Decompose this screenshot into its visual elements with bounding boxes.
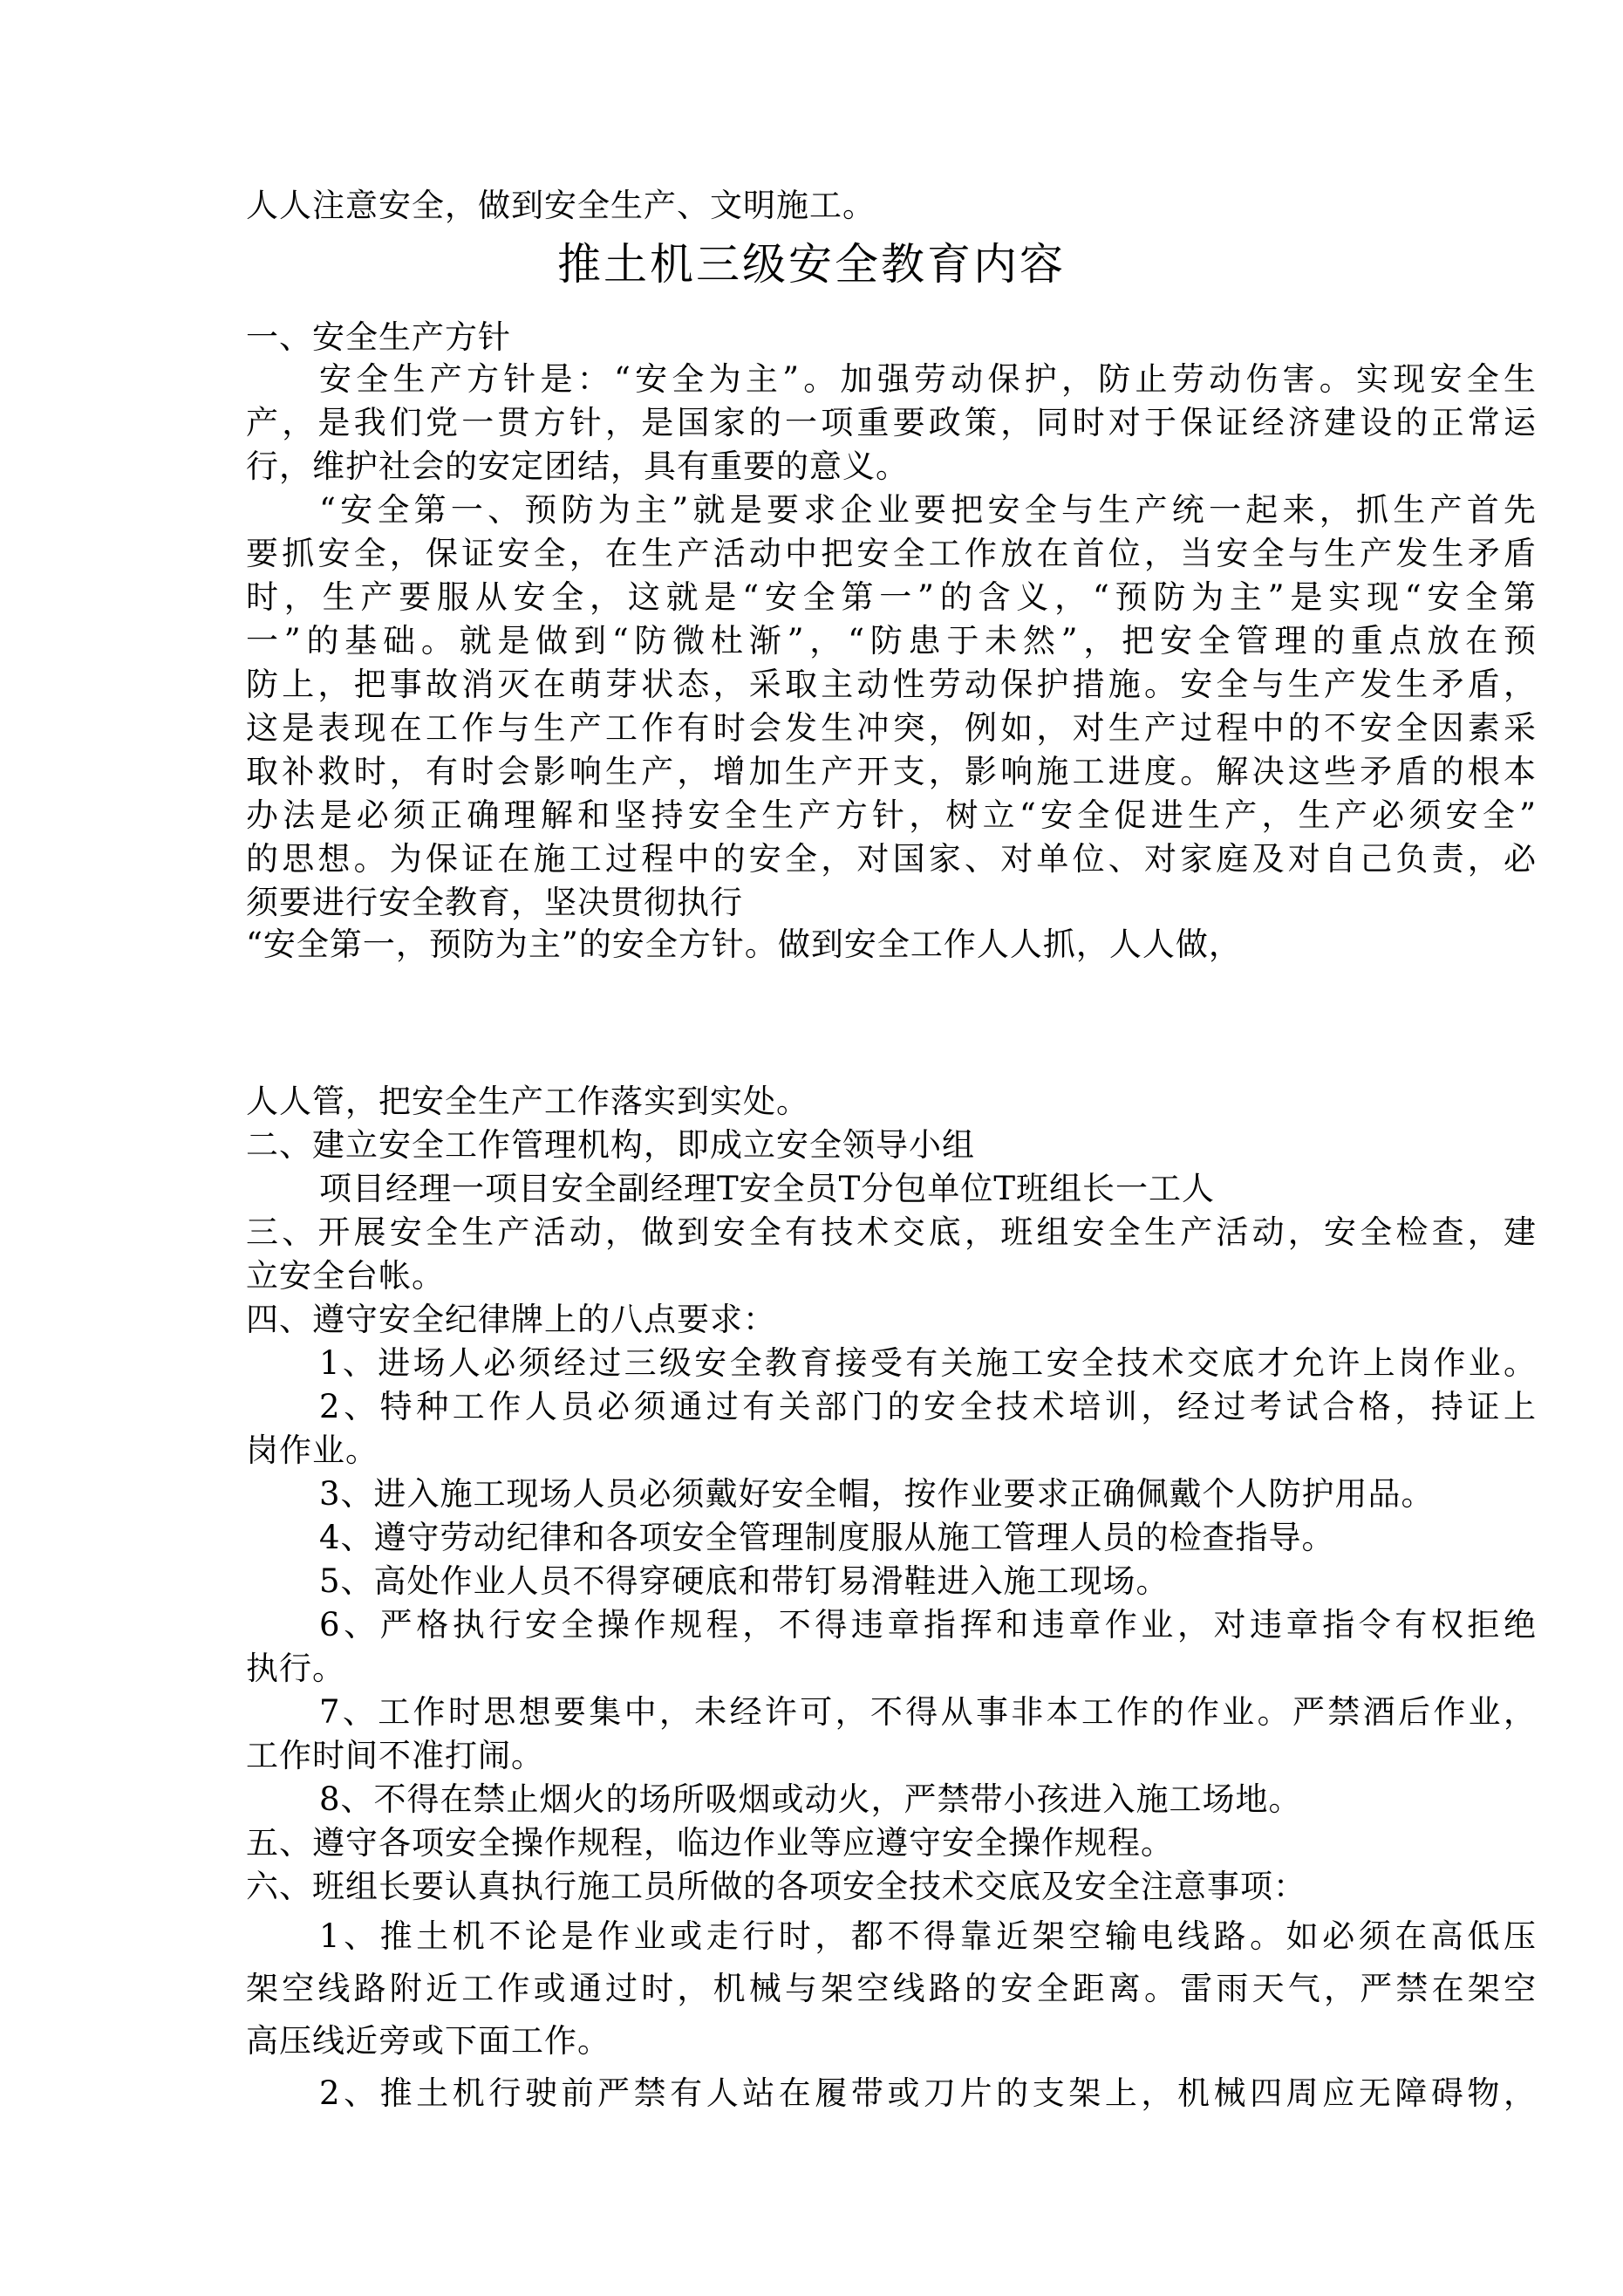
section-4-item-cont: 岗作业。 [246,1432,378,1469]
section-1-p1-line: 安全生产方针是：“安全为主”。加强劳动保护，防止劳动伤害。实现安全生 [319,360,1537,398]
section-3-line: 三、开展安全生产活动，做到安全有技术交底，班组安全生产活动，安全检查，建 [246,1213,1537,1251]
section-1-p2-line: 要抓安全，保证安全，在生产活动中把安全工作放在首位，当安全与生产发生矛盾 [246,535,1537,572]
section-4-item: 1、进场人必须经过三级安全教育接受有关施工安全技术交底才允许上岗作业。 [319,1344,1537,1382]
section-2-chain: 项目经理一项目安全副经理T安全员T分包单位T班组长一工人 [319,1170,1216,1207]
section-1-p2-line: “安全第一、预防为主”就是要求企业要把安全与生产统一起来，抓生产首先 [319,491,1537,529]
section-1-p2-line: “安全第一，预防为主”的安全方针。做到安全工作人人抓，人人做， [246,926,1242,963]
section-1-p2-continuation: 人人管，把安全生产工作落实到实处。 [246,1083,809,1120]
section-5-line: 五、遵守各项安全操作规程，临边作业等应遵守安全操作规程。 [246,1824,1174,1862]
section-4-heading: 四、遵守安全纪律牌上的八点要求： [246,1301,776,1338]
section-4-item: 3、进入施工现场人员必须戴好安全帽，按作业要求正确佩戴个人防护用品。 [319,1475,1435,1513]
section-1-heading: 一、安全生产方针 [246,318,511,356]
section-6-heading: 六、班组长要认真执行施工员所做的各项安全技术交底及安全注意事项： [246,1868,1306,1905]
section-4-item: 8、不得在禁止烟火的场所吸烟或动火，严禁带小孩进入施工场地。 [319,1780,1302,1818]
section-1-p2-line: 办法是必须正确理解和坚持安全生产方针，树立“安全促进生产，生产必须安全” [246,796,1537,834]
section-4-item: 4、遵守劳动纪律和各项安全管理制度服从施工管理人员的检查指导。 [319,1519,1335,1556]
section-6-item-cont: 高压线近旁或下面工作。 [246,2022,610,2060]
section-1-p2-line: 取补救时，有时会影响生产，增加生产开支，影响施工进度。解决这些矛盾的根本 [246,753,1537,790]
section-4-item-cont: 工作时间不准打闹。 [246,1737,544,1774]
section-4-item: 2、特种工作人员必须通过有关部门的安全技术培训，经过考试合格，持证上 [319,1388,1537,1425]
section-4-item: 7、工作时思想要集中，未经许可，不得从事非本工作的作业。严禁酒后作业， [319,1693,1537,1731]
document-title: 推土机三级安全教育内容 [557,239,1066,290]
section-3-line: 立安全台帐。 [246,1257,445,1295]
section-1-p2-line: 的思想。为保证在施工过程中的安全，对国家、对单位、对家庭及对自己负责，必 [246,840,1537,878]
section-1-p2-line: 这是表现在工作与生产工作有时会发生冲突，例如，对生产过程中的不安全因素采 [246,709,1537,747]
section-4-item-cont: 执行。 [246,1650,345,1687]
section-4-item: 5、高处作业人员不得穿硬底和带钉易滑鞋进入施工现场。 [319,1562,1170,1600]
section-6-item: 1、推土机不论是作业或走行时，都不得靠近架空输电线路。如必须在高低压 [319,1917,1537,1955]
section-4-item: 6、严格执行安全操作规程，不得违章指挥和违章作业，对违章指令有权拒绝 [319,1606,1537,1643]
section-1-p2-line: 一”的基础。就是做到“防微杜渐”，“防患于未然”，把安全管理的重点放在预 [246,622,1537,659]
section-1-p2-line: 时，生产要服从安全，这就是“安全第一”的含义，“预防为主”是实现“安全第 [246,578,1537,616]
section-6-item-cont: 架空线路附近工作或通过时，机械与架空线路的安全距离。雷雨天气，严禁在架空 [246,1970,1537,2007]
section-1-p1-line: 产，是我们党一贯方针，是国家的一项重要政策，同时对于保证经济建设的正常运 [246,404,1537,441]
section-6-item: 2、推土机行驶前严禁有人站在履带或刀片的支架上，机械四周应无障碍物， [319,2074,1537,2112]
section-1-p2-line: 须要进行安全教育，坚决贯彻执行 [246,884,743,921]
section-1-p1-line: 行，维护社会的安定团结，具有重要的意义。 [246,448,909,485]
section-2-heading: 二、建立安全工作管理机构，即成立安全领导小组 [246,1126,975,1164]
section-1-p2-line: 防上，把事故消灭在萌芽状态，采取主动性劳动保护措施。安全与生产发生矛盾， [246,666,1537,703]
top-line: 人人注意安全，做到安全生产、文明施工。 [246,187,876,224]
